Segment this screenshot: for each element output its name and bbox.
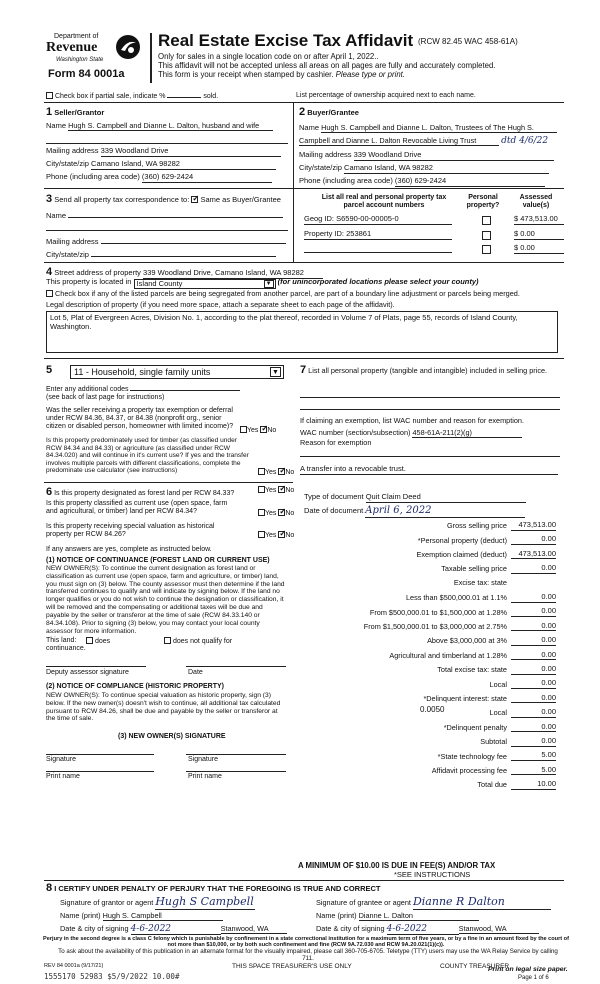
doc-date-field[interactable]: Date of document April 6, 2022 xyxy=(304,505,525,518)
legal-paper-note: Print on legal size paper. xyxy=(488,966,568,973)
treasurer-use-label: THIS SPACE TREASURER'S USE ONLY xyxy=(232,963,352,970)
timber-answer[interactable]: Yes ✓ No xyxy=(258,468,294,477)
notice-2-text: NEW OWNER(S): To continue special valuation as historic property, sign (3) below. If the new owner(s) doesn't wish to continue, all additional tax calculated pursuant to RCW 84.26, shall be due and payable by the seller or transferor at the time of sale. xyxy=(46,692,281,723)
tax-row xyxy=(300,723,556,733)
forest-answer[interactable]: Yes ✓ No xyxy=(258,486,294,495)
grantee-date-city-field[interactable]: Date & city of signing 4-6-2022 Stanwood, WA xyxy=(316,924,539,935)
personal-checkbox[interactable] xyxy=(482,231,491,240)
notice-2-title: (2) NOTICE OF COMPLIANCE (HISTORIC PROPERTY) xyxy=(46,683,224,690)
tax-row-label: Local xyxy=(489,708,507,718)
tax-row-value[interactable]: 0.00 xyxy=(511,535,556,545)
section-2-title: 2 Buyer/Grantee xyxy=(299,106,359,118)
form-number: Form 84 0001a xyxy=(48,68,125,80)
wac-field[interactable]: WAC number (section/subsection) 458-61A-211(2)(g) xyxy=(300,429,522,438)
tax-row xyxy=(300,651,556,661)
section-3-title: 3 Send all property tax correspondence to: ✓ Same as Buyer/Grantee xyxy=(46,193,281,206)
forest-question: 6 Is this property designated as forest land per RCW 84.33? xyxy=(46,486,235,498)
assessor-signature-label: Deputy assessor signature xyxy=(46,669,129,676)
header-line1: Only for sales in a single location code on or after April 1, 2022.. xyxy=(158,52,379,61)
seller-name-field[interactable]: Name Hugh S. Campbell and Dianne L. Dalton, husband and wife xyxy=(46,122,286,131)
tax-row xyxy=(300,636,556,646)
historic-answer[interactable]: Yes ✓ No xyxy=(258,531,294,540)
recording-stamp: 1555170 52983 $5/9/2022 10.00# xyxy=(44,972,180,981)
tax-row-label: Above $3,000,000 at 3% xyxy=(427,636,507,646)
tax-row-value[interactable]: 0.00 xyxy=(511,564,556,574)
tax-row-value[interactable]: 0.00 xyxy=(511,593,556,603)
tax-row xyxy=(300,622,556,632)
tax-row-value[interactable]: 473,513.00 xyxy=(511,521,556,531)
grantee-name-field[interactable]: Name (print) Dianne L. Dalton xyxy=(316,912,479,921)
tax-row xyxy=(300,694,556,704)
seller-city-field[interactable]: City/state/zip Camano Island, WA 98282 xyxy=(46,160,276,170)
tax-row-label: Affidavit processing fee xyxy=(431,766,507,776)
header-line2: This affidavit will not be accepted unless all areas on all pages are fully and accurately completed. xyxy=(158,61,496,70)
owner-sig-label-2: Signature xyxy=(188,756,218,763)
tax-row xyxy=(300,737,556,747)
local-rate: 0.0050 xyxy=(420,705,445,714)
tax-row-label: From $500,000.01 to $1,500,000 at 1.28% xyxy=(369,607,507,617)
grantor-date-city-field[interactable]: Date & city of signing 4-6-2022 Stanwood, WA xyxy=(60,924,287,935)
grantor-signature-field[interactable]: Signature of grantor or agent Hugh S Campbell xyxy=(60,895,254,908)
tax-row-value[interactable]: 0.00 xyxy=(511,622,556,632)
seller-mail-field[interactable]: Mailing address 339 Woodland Drive xyxy=(46,147,281,157)
reason-field[interactable]: A transfer into a revocable trust. xyxy=(300,465,558,475)
tax-row-label: *Personal property (deduct) xyxy=(417,535,507,545)
grantor-name-field[interactable]: Name (print) Hugh S. Campbell xyxy=(60,912,223,921)
tax-row xyxy=(300,535,556,545)
personal-checkbox[interactable] xyxy=(482,245,491,254)
tax-row-label: Total due xyxy=(477,780,507,790)
additional-codes-label: Enter any additional codes (see back of last page for instructions) xyxy=(46,386,240,402)
notice-1-title: (1) NOTICE OF CONTINUANCE (FOREST LAND OR CURRENT USE) xyxy=(46,557,270,564)
same-as-buyer-checkbox[interactable] xyxy=(191,196,198,203)
tax-row-value[interactable]: 5.00 xyxy=(511,751,556,761)
tax-row-value[interactable]: 0.00 xyxy=(511,708,556,718)
grantee-signature-field[interactable]: Signature of grantee or agent Dianne R Dalton xyxy=(316,896,566,910)
exemption-label: If claiming an exemption, list WAC number and reason for exemption. xyxy=(300,416,525,425)
section-7-title: 7 List all personal property (tangible and intangible) included in selling price. xyxy=(300,364,548,376)
personal-checkbox[interactable] xyxy=(482,216,491,225)
tax-row-label: Subtotal xyxy=(480,737,507,747)
buyer-name-field[interactable]: Name Hugh S. Campbell and Dianne L. Dalton, Trustees of The Hugh S. xyxy=(299,124,561,133)
tax-row-label: Excise tax: state xyxy=(453,577,507,587)
personal-header: Personal property? xyxy=(466,194,500,210)
tax-row-label: *Delinquent penalty xyxy=(443,722,507,732)
tax-row-value[interactable]: 0.00 xyxy=(511,607,556,617)
notice-3-title: (3) NEW OWNER(S) SIGNATURE xyxy=(118,733,226,740)
tax-row xyxy=(300,751,556,761)
tax-row-label: Local xyxy=(489,679,507,689)
tax-row xyxy=(300,780,556,790)
reason-label: Reason for exemption xyxy=(300,438,372,447)
tax-row xyxy=(300,579,556,587)
page-number: Page 1 of 6 xyxy=(518,975,549,981)
partial-sale-row: Check box if partial sale, indicate % sold. xyxy=(46,92,218,101)
form-title: Real Estate Excise Tax Affidavit xyxy=(158,31,414,50)
s3-city-field[interactable]: City/state/zip xyxy=(46,251,276,260)
tax-row-value[interactable]: 0.00 xyxy=(511,694,556,704)
tax-row-label: Total excise tax: state xyxy=(437,665,507,675)
dept-line3: Washington State xyxy=(56,57,104,63)
seller-phone-field[interactable]: Phone (including area code) (360) 629-2424 xyxy=(46,173,272,183)
tax-row-label: Exemption claimed (deduct) xyxy=(416,550,507,560)
tax-row-value[interactable]: 0.00 xyxy=(511,737,556,747)
land-use-select[interactable]: 11 - Household, single family units ▼ xyxy=(70,365,284,379)
revision-number: REV 84 0001a (9/17/21) xyxy=(44,963,104,969)
tax-row-label: Gross selling price xyxy=(446,521,507,531)
ownership-pct-label: List percentage of ownership acquired next to each name. xyxy=(296,92,476,99)
current-use-question: Is this property classified as current use (open space, farm and agricultural, or timber) land per RCW 84.34? xyxy=(46,500,228,516)
historic-question: Is this property receiving special valuation as historical property per RCW 84.26? xyxy=(46,523,215,539)
segregation-row: Check box if any of the listed parcels are being segregated from another parcel, are part of a boundary line adjustment or parcels being merged. xyxy=(46,290,520,298)
tax-row xyxy=(300,550,556,560)
tax-row-label: *State technology fee xyxy=(437,751,507,761)
current-use-answer[interactable]: Yes ✓ No xyxy=(258,509,294,518)
s3-name-field[interactable]: Name xyxy=(46,212,283,221)
assessor-date-label: Date xyxy=(188,669,203,676)
doc-type-field[interactable]: Type of document Quit Claim Deed xyxy=(304,493,526,503)
exemption-question: Was the seller receiving a property tax exemption or deferral under RCW 84.36, 84.37, or 84.38 (nonprofit org., senior citizen or disabled person, homeowner with limited income)? xyxy=(46,407,234,431)
tax-row xyxy=(300,564,556,574)
parcel-row[interactable]: Geog ID: S6590-00-00005-0 $ 473,513.00 xyxy=(304,215,564,226)
buyer-mail-field[interactable]: Mailing address 339 Woodland Drive xyxy=(299,151,554,161)
tax-row xyxy=(300,766,556,776)
tax-row-value[interactable]: 0.00 xyxy=(511,636,556,646)
alt-format-notice: To ask about the availability of this publication in an alternate format for the visually impaired, please call 360-705-6705. Teletype (TTY) users may use the WA Relay Service by calling 711. xyxy=(58,948,558,962)
header-line3: This form is your receipt when stamped by cashier. Please type or print. xyxy=(158,70,406,79)
tax-row-label: Less than $500,000.01 at 1.1% xyxy=(405,593,507,603)
form-rcw: (RCW 82.45 WAC 458-61A) xyxy=(418,37,518,46)
tax-row-value[interactable]: 5.00 xyxy=(511,766,556,776)
segregation-checkbox[interactable] xyxy=(46,290,53,297)
minimum-due-note: A MINIMUM OF $10.00 IS DUE IN FEE(S) AND/OR TAX xyxy=(298,861,496,870)
owner-sig-label-1: Signature xyxy=(46,756,76,763)
certify-statement: 8 I CERTIFY UNDER PENALTY OF PERJURY THAT THE FOREGOING IS TRUE AND CORRECT xyxy=(46,882,381,894)
does-not-checkbox[interactable] xyxy=(164,637,171,644)
perjury-notice: Perjury in the second degree is a class C felony which is punishable by confinement in a state correctional institution for a maximum term of five years, or by a fine in an amount fixed by the court of not more than $10,000, or by both such confinement and fine (RCW 9A.72.030 and RCW 9A.20.021(1)(c)). xyxy=(43,936,569,948)
county-treasurer-label: COUNTY TREASURER xyxy=(440,963,510,970)
dept-line1: Department of xyxy=(54,33,99,40)
county-row: This property is located in Island County ▼ (for unincorporated locations please select your county) xyxy=(46,277,479,288)
county-select[interactable]: Island County ▼ xyxy=(134,279,276,289)
parcel-row[interactable]: Property ID: 253861 $ 0.00 xyxy=(304,230,564,241)
chevron-down-icon: ▼ xyxy=(264,280,274,288)
wa-revenue-logo-icon xyxy=(114,33,142,61)
timber-question: Is this property predominately used for timber (as classified under RCW 84.34 and 84.33) or agriculture (as classified under RCW 84.34.020) and will continue in it's current use? If yes and the transfer involves multiple parcels with different classifications, complete the predominate use calculator (see instructions) xyxy=(46,437,249,475)
tax-row xyxy=(300,607,556,617)
does-checkbox[interactable] xyxy=(86,637,93,644)
tax-row xyxy=(300,679,556,689)
dept-line2: Revenue xyxy=(46,40,98,55)
parcel-header: List all real and personal property tax parcel account numbers xyxy=(321,194,447,210)
tax-row xyxy=(300,593,556,603)
legal-label: Legal description of property (if you need more space, attach a separate sheet to each page of the affidavit). xyxy=(46,300,395,309)
section-1-title: 1 Seller/Grantor xyxy=(46,106,105,118)
see-instructions: *SEE INSTRUCTIONS xyxy=(394,870,471,879)
chevron-down-icon: ▼ xyxy=(270,367,281,377)
partial-sale-checkbox[interactable] xyxy=(46,92,53,99)
owner-print-label-2: Print name xyxy=(188,773,222,780)
tax-row-value[interactable]: 0.00 xyxy=(511,679,556,689)
tax-row-label: Taxable selling price xyxy=(441,564,507,574)
s3-mail-field[interactable]: Mailing address xyxy=(46,238,286,247)
exemption-answer[interactable]: Yes ✓ No xyxy=(240,426,276,435)
if-any-note: If any answers are yes, complete as instructed below. xyxy=(46,546,212,553)
buyer-phone-field[interactable]: Phone (including area code) (360) 629-2424 xyxy=(299,177,545,187)
owner-print-label-1: Print name xyxy=(46,773,80,780)
section-5-num: 5 xyxy=(46,364,53,376)
tax-row-label: From $1,500,000.01 to $3,000,000 at 2.75% xyxy=(363,622,507,632)
assessed-header: Assessed value(s) xyxy=(519,194,553,210)
tax-row-value[interactable]: 0.00 xyxy=(511,723,556,733)
buyer-city-field[interactable]: City/state/zip Camano Island, WA 98282 xyxy=(299,164,549,174)
tax-row-value[interactable]: 0.00 xyxy=(511,665,556,675)
tax-row xyxy=(300,665,556,675)
tax-row-label: *Delinquent interest: state xyxy=(423,694,507,704)
tax-row-value[interactable]: 0.00 xyxy=(511,651,556,661)
notice-1-text: NEW OWNER(S): To continue the current designation as forest land or classification as current use (open space, farm and agriculture, or timber) land, you must sign on (3) below. The county assessor must then determine if the land transferred continues to qualify and will indicate by signing below. If the land no longer qualifies or you do not wish to continue the designation or classification, it will be removed and the compensating or additional taxes will be due and payable by the seller or transferor at the time of sale (RCW 84.33.140 or 84.34.108). Prior to signing (3) below, you may contact your local county assessor for more information. xyxy=(46,565,285,635)
tax-row-label: Agricultural and timberland at 1.28% xyxy=(389,650,507,660)
tax-row xyxy=(300,521,556,531)
tax-row-value[interactable]: 10.00 xyxy=(511,780,556,790)
this-land-row: This land: does does not qualify for continuance. xyxy=(46,637,233,653)
legal-description-field[interactable]: Lot 5, Plat of Evergreen Acres, Division No. 1, according to the plat thereof, recorded in Volume 7 of Plats, page 55, records of Island County, Washington. xyxy=(46,311,558,353)
tax-row-value[interactable]: 473,513.00 xyxy=(511,550,556,560)
buyer-name-line2: Campbell and Dianne L. Dalton Revocable Living Trust dtd 4/6/22 xyxy=(299,136,549,146)
section-4-address[interactable]: 4 Street address of property 339 Woodland Drive, Camano Island, WA 98282 xyxy=(46,266,323,279)
parcel-row[interactable]: $ 0.00 xyxy=(304,244,564,255)
